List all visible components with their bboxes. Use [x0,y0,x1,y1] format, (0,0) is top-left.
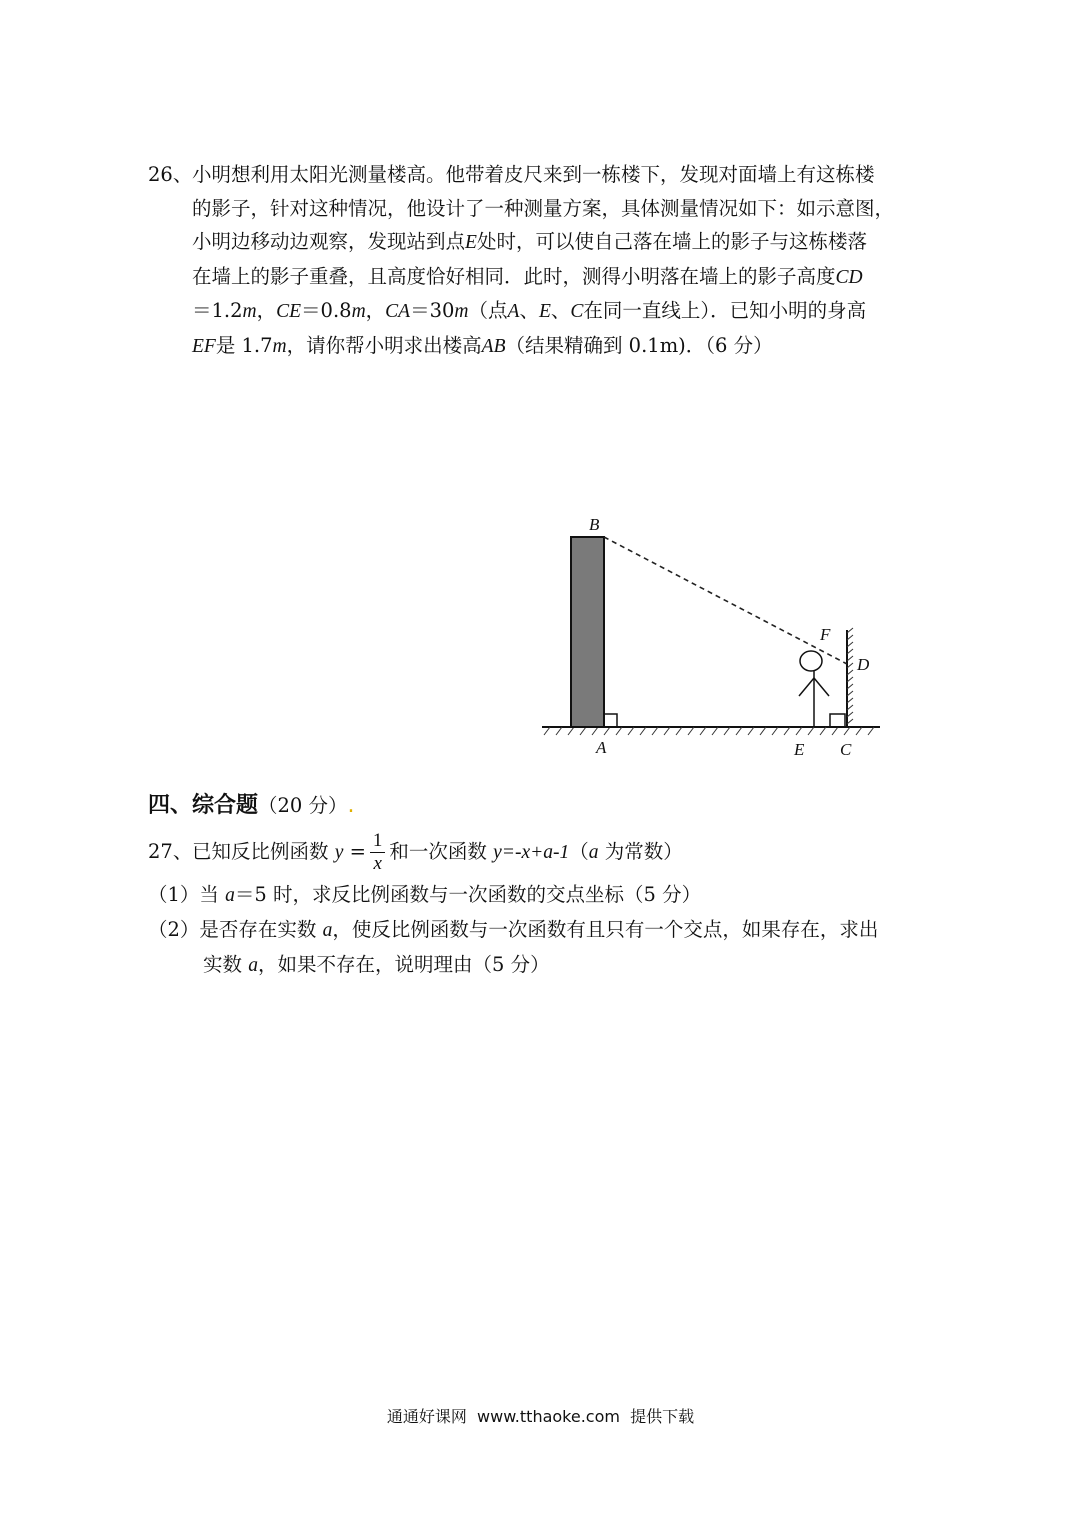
shadow-measurement-diagram [536,508,886,764]
q26-line-5: ＝1.2m，CE＝0.8m，CA＝30m（点A、E、C在同一直线上）．已知小明的身高 [192,299,867,322]
question-number: 26、 [148,163,193,186]
q27-part-2: （2）是否存在实数 a，使反比例函数与一次函数有且只有一个交点，如果存在，求出 [148,918,879,941]
q26-line-1: 26、小明想利用太阳光测量楼高。他带着皮尺来到一栋楼下，发现对面墙上有这栋楼 [148,158,978,192]
section-heading: 四、综合题（20 分）. [148,793,355,818]
ground-hatching [544,727,874,735]
page-footer: 通通好课网 www.tthaoke.com 提供下载 [386,1407,695,1426]
fraction-1-over-x: $\frac{1}{x}$ [370,830,386,875]
right-angle-a [604,714,617,727]
q26-line-6: EF是 1.7m，请你帮小明求出楼高AB（结果精确到 0.1m)．（6 分） [192,333,773,357]
q26-line-3: 小明边移动边观察，发现站到点E处时，可以使自己落在墙上的影子与这栋楼落 [192,230,867,253]
label-f: F [820,625,831,644]
q26-line-4: 在墙上的影子重叠，且高度恰好相同．此时，测得小明落在墙上的影子高度CD [192,264,863,288]
question-26 [148,158,978,363]
label-d: D [857,655,870,674]
label-a: A [596,738,607,757]
right-angle-c [830,714,845,727]
q27-stem: 27、已知反比例函数 y = $\frac{1}{x}$ 和一次函数 y=-x+a-1（a 为常数） [148,826,978,878]
question-27 [148,826,978,983]
label-b: B [589,515,600,534]
label-c: C [840,740,852,759]
q27-part-1: （1）当 a＝5 时，求反比例函数与一次函数的交点坐标（5 分） [148,883,702,906]
q26-line-2: 的影子，针对这种情况，他设计了一种测量方案，具体测量情况如下：如示意图， [192,196,895,220]
question-number: 27、 [148,840,193,863]
building [571,537,604,727]
sun-ray [604,537,847,664]
label-e: E [794,740,805,759]
q27-part-2-cont: 实数 a，如果不存在，说明理由（5 分） [203,953,550,976]
person-figure [799,651,829,727]
